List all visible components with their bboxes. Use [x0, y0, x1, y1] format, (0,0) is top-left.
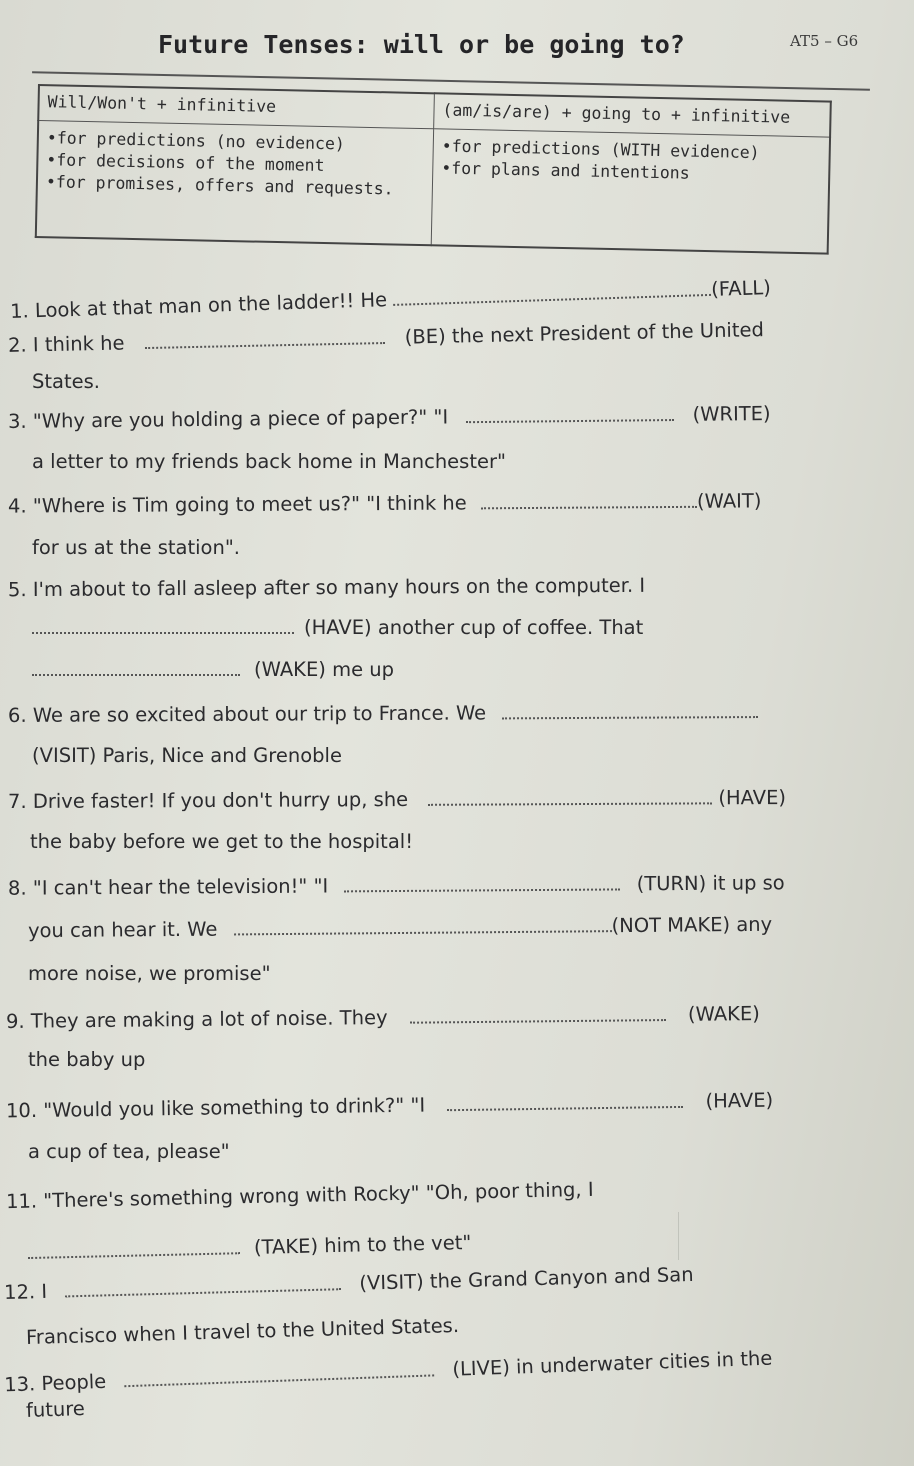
exercise-5-cont2 — [32, 658, 394, 681]
answer-blank[interactable] — [410, 1003, 666, 1024]
table-body-row — [36, 121, 830, 254]
list-item: • for decisions of the moment — [46, 149, 424, 179]
exercise-12 — [4, 1263, 694, 1304]
exercise-text: 7. Drive faster! If you don't hurry up, she — [7, 787, 409, 814]
exercise-4-cont: for us at the station". — [32, 536, 240, 559]
exercise-7 — [8, 786, 786, 813]
list-item: • for plans and intentions — [441, 157, 820, 187]
verb-hint: (VISIT) the Grand Canyon and San — [359, 1262, 694, 1295]
exercise-8-cont — [28, 913, 772, 942]
verb-hint: (WAKE) — [687, 1002, 760, 1026]
answer-blank[interactable] — [447, 1090, 683, 1111]
col-going-to-uses — [431, 129, 830, 254]
col-will-header: Will/Won't + infinitive — [38, 85, 434, 129]
answer-blank[interactable] — [233, 914, 611, 935]
exercise-text: 13. People — [3, 1369, 107, 1397]
exercise-3-cont: a letter to my friends back home in Manchester" — [32, 450, 506, 473]
exercise-5: 5. I'm about to fall asleep after so many hours on the computer. I — [7, 573, 646, 602]
verb-hint: (FALL) — [710, 276, 772, 301]
list-item: • for promises, offers and requests. — [46, 171, 424, 201]
exercise-6 — [8, 700, 758, 727]
pencil-mark — [678, 1212, 693, 1260]
answer-blank[interactable] — [393, 278, 711, 306]
verb-hint: (WAIT) — [696, 489, 762, 513]
verb-hint: (HAVE) — [718, 785, 787, 810]
exercise-8 — [8, 871, 785, 899]
exercise-10-cont: a cup of tea, please" — [28, 1140, 230, 1163]
exercise-9 — [6, 1002, 760, 1033]
answer-blank[interactable] — [502, 700, 758, 719]
exercise-12-cont: Francisco when I travel to the United States. — [25, 1313, 460, 1350]
answer-blank[interactable] — [32, 616, 294, 634]
exercise-text: you can hear it. We — [27, 917, 218, 943]
exercise-2-cont: States. — [32, 370, 100, 393]
exercise-1 — [10, 276, 771, 323]
list-item: • for predictions (no evidence) — [47, 127, 425, 157]
exercise-13 — [4, 1347, 773, 1397]
verb-hint: (WAKE) me up — [254, 658, 395, 681]
verb-hint: (TAKE) him to the vet" — [253, 1230, 472, 1259]
grammar-rules-table — [35, 84, 832, 255]
exercise-text: 6. We are so excited about our trip to France. We — [7, 701, 487, 727]
answer-blank[interactable] — [28, 1236, 240, 1259]
exercise-text: 9. They are making a lot of noise. They — [5, 1005, 388, 1033]
col-will-uses — [36, 121, 434, 246]
answer-blank[interactable] — [466, 403, 674, 423]
answer-blank[interactable] — [344, 872, 620, 892]
col-going-to-header: (am/is/are) + going to + infinitive — [434, 93, 831, 137]
exercise-3 — [8, 402, 771, 433]
exercise-text: 2. I think he — [7, 331, 125, 357]
answer-blank[interactable] — [481, 490, 697, 510]
answer-blank[interactable] — [124, 1358, 434, 1387]
exercise-text: 8. "I can't hear the television!" "I — [7, 874, 329, 900]
verb-hint: (HAVE) — [705, 1088, 774, 1113]
exercise-2 — [8, 318, 764, 357]
exercise-text: 12. I — [3, 1279, 48, 1305]
exercise-text: 10. "Would you like something to drink?" "I — [5, 1093, 426, 1123]
exercise-5-cont — [32, 616, 643, 639]
page-title: Future Tenses: will or be going to? — [158, 30, 685, 59]
verb-hint: (BE) the next President of the United — [404, 318, 765, 349]
exercise-7-cont: the baby before we get to the hospital! — [30, 830, 414, 853]
verb-hint: (HAVE) another cup of coffee. That — [304, 616, 644, 639]
exercise-11-cont — [28, 1231, 472, 1264]
exercise-9-cont: the baby up — [28, 1048, 146, 1071]
exercise-text: 1. Look at that man on the ladder!! He — [9, 288, 388, 323]
list-item: • for predictions (WITH evidence) — [442, 135, 821, 165]
exercise-6-cont: (VISIT) Paris, Nice and Grenoble — [32, 744, 342, 767]
answer-blank[interactable] — [32, 658, 240, 676]
exercise-4 — [8, 489, 762, 517]
exercise-8-cont2: more noise, we promise" — [28, 962, 271, 985]
exercise-text: 4. "Where is Tim going to meet us?" "I think he — [7, 491, 467, 518]
exercise-10 — [6, 1089, 773, 1123]
exercise-13-cont: future — [25, 1396, 86, 1423]
verb-hint: (LIVE) in underwater cities in the — [451, 1346, 773, 1381]
verb-hint: (TURN) it up so — [636, 871, 785, 896]
answer-blank[interactable] — [144, 326, 384, 349]
verb-hint: (WRITE) — [692, 402, 771, 426]
answer-blank[interactable] — [65, 1272, 341, 1297]
answer-blank[interactable] — [428, 786, 712, 805]
worksheet-code: AT5 – G6 — [790, 32, 859, 50]
exercise-11: 11. "There's something wrong with Rocky" "Oh, poor thing, I — [5, 1177, 594, 1214]
verb-hint: (NOT MAKE) any — [611, 912, 773, 938]
exercise-text: 3. "Why are you holding a piece of paper?" "I — [7, 405, 449, 433]
